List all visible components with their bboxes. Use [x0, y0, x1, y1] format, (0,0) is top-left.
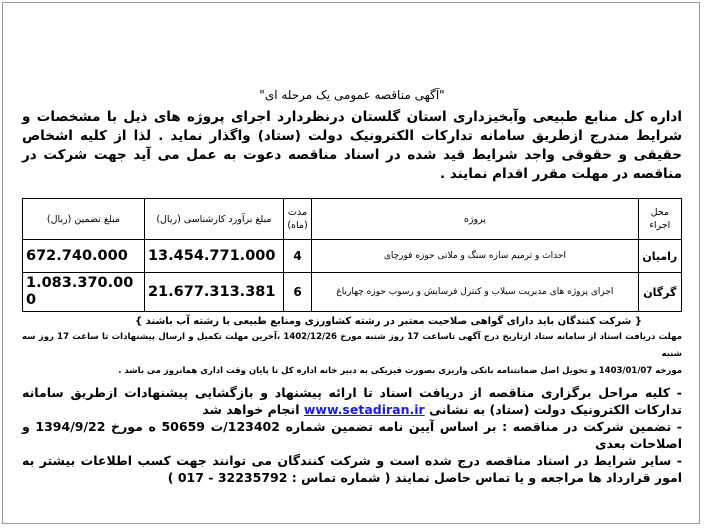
- table-header-row: [23, 199, 682, 240]
- row-guarantee: 672.740.000: [23, 240, 145, 273]
- row-location: رامیان: [638, 240, 681, 273]
- notice-intro: اداره کل منابع طبیعی وآبخیزداری استان گلستان درنظردارد اجرای پروژه های ذیل با مشخصات و شرایط مندرج ازطریق سامانه تدارکات الکترونیک دولت (ستاد) واگذار نماید . لذا از کلیه اشخاص حقیقی و حقوقی واجد شرایط قید شده در اسناد مناقصه دعوت به عمل می آید جهت شرکت در مناقصه در مهلت مقرر اقدام نمایند .: [22, 109, 682, 182]
- row-project: احداث و ترمیم سازه سنگ و ملاتی حوزه قورچای: [312, 240, 638, 273]
- condition-item: - سایر شرایط در اسناد مناقصه درج شده است و شرکت کنندگان می توانند جهت کسب اطلاعات بیشتر به امور قرارداد ها مراجعه و یا تماس حاصل نمایند ( شماره تماس : 32235792 - 017 ): [22, 453, 682, 485]
- table-row: [23, 240, 682, 273]
- row-guarantee: 1.083.370.000: [23, 273, 145, 312]
- row-duration: 6: [283, 273, 311, 312]
- header-guarantee: مبلغ تضمین (ریال): [23, 199, 145, 240]
- header-project: پروژه: [312, 199, 638, 240]
- notice-title: "آگهی مناقصه عمومی یک مرحله ای": [259, 88, 445, 102]
- condition-item: [22, 384, 682, 418]
- deadline-line-2: مورخه 1403/01/07 و تحویل اصل ضمانتنامه بانکی واریزی بصورت فیزیکی به دبیر خانه اداره کل تا پایان وقت اداری همانروز می باشد .: [118, 366, 682, 376]
- header-location: محل اجراء: [638, 199, 681, 240]
- projects-table: [22, 198, 682, 312]
- condition-item: - تضمین شرکت در مناقصه : بر اساس آیین نامه تضمین شماره 123402/ت 50659 ه مورخ 1394/9/22 و اصلاحات بعدی: [22, 419, 682, 451]
- conditions-list: [22, 384, 682, 486]
- condition-1-text: - کلیه مراحل برگزاری مناقصه از دریافت اسناد تا ارائه پیشنهاد و بازگشایی پیشنهادات ازطریق سامانه تدارکات الکترونیک دولت (ستاد) به نشانی: [22, 385, 682, 417]
- row-location: گرگان: [638, 273, 681, 312]
- table-row: [23, 273, 682, 312]
- notice-document: [22, 88, 682, 486]
- row-project: اجرای پروژه های مدیریت سیلاب و کنترل فرسایش و رسوب حوزه چهارباغ: [312, 273, 638, 312]
- condition-1-tail: انجام خواهد شد: [202, 402, 300, 417]
- header-duration: مدت (ماه): [283, 199, 311, 240]
- row-estimate: 21.677.313.381: [144, 273, 283, 312]
- qualification-note: { شرکت کنندگان باید دارای گواهی صلاحیت معتبر در رشته کشاورزی ومنابع طبیعی با رشته آب باشند }: [135, 316, 642, 327]
- header-estimate: مبلغ برآورد کارشناسی (ریال): [144, 199, 283, 240]
- row-duration: 4: [283, 240, 311, 273]
- deadline-line-1: مهلت دریافت اسناد از سامانه ستاد ازتاریخ درج آگهی تاساعت 17 روز شنبه مورخ 1402/12/26 ،آخرین مهلت تکمیل و ارسال پیشنهادات تا ساعت 17 روز سه شنبه: [22, 332, 682, 359]
- setadiran-link[interactable]: www.setadiran.ir: [303, 402, 425, 417]
- deadlines-text: [22, 329, 682, 380]
- row-estimate: 13.454.771.000: [144, 240, 283, 273]
